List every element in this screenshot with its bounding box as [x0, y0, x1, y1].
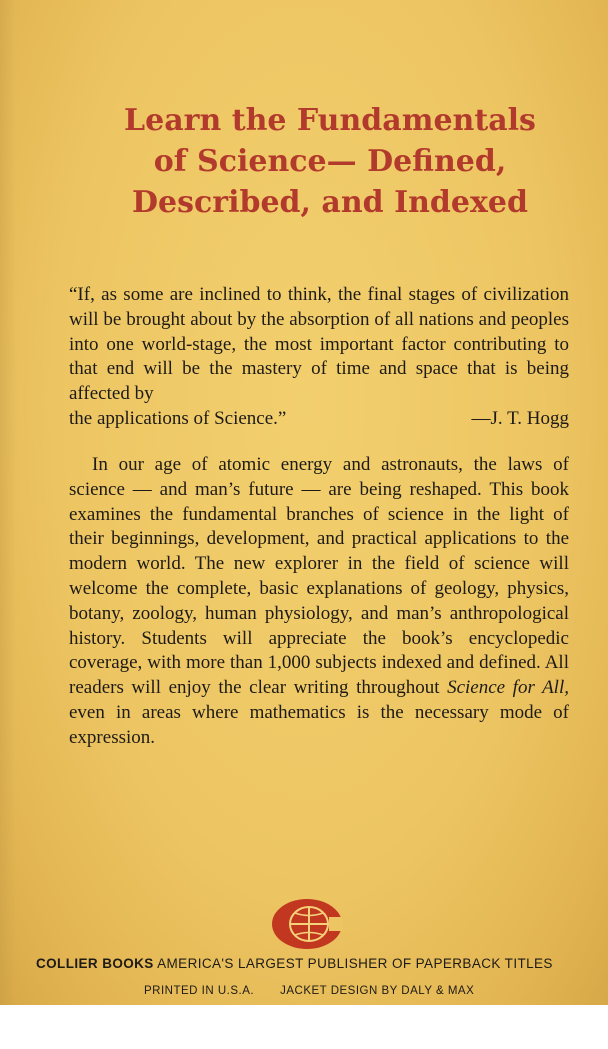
jacket-design-credit: JACKET DESIGN BY DALY & MAX	[280, 985, 475, 997]
quote-last-line	[69, 407, 569, 432]
publisher-name: COLLIER BOOKS	[36, 956, 154, 971]
description-paragraph	[69, 453, 569, 751]
quote-attribution: —J. T. Hogg	[471, 407, 569, 429]
publisher-line	[36, 956, 602, 971]
headline-line-2: of Science— Defined,	[153, 144, 507, 179]
description	[69, 453, 569, 751]
description-ending: even in areas where mathematics is the necessary mode of expression.	[69, 701, 569, 748]
printed-in: PRINTED IN U.S.A.	[144, 985, 255, 997]
description-text: In our age of atomic energy and astronauts, the laws of science — and man’s future — are being reshaped. This book examines the fundamental branches of science in the light of their beginnings, development, and practical applications to the modern world. The new explorer in the field of science will welcome the complete, basic explanations of geology, physics, botany, zoology, human physiology, and man’s anthropological history. Students will appreciate the book’s encyclopedic coverage, with more than 1,000 subjects indexed and defined. All readers will enjoy the clear writing throughout	[69, 454, 569, 699]
headline-line-3: Described, and Indexed	[132, 185, 528, 220]
collier-books-logo-icon	[271, 898, 343, 950]
quote-text: “If, as some are inclined to think, the final stages of civilization will be brought about by the absorption of all nations and peoples into one world-stage, the most important factor contributing to that end will be the mastery of time and space that is being affected by	[69, 284, 569, 405]
book-title: Science for All,	[447, 677, 569, 699]
epigraph-quote	[69, 283, 569, 432]
credits-line	[144, 985, 544, 997]
headline	[100, 100, 560, 223]
headline-line-1: Learn the Fundamentals	[124, 103, 536, 138]
quote-ending: the applications of Science.”	[69, 407, 287, 429]
publisher-tagline: AMERICA'S LARGEST PUBLISHER OF PAPERBACK TITLES	[157, 956, 553, 971]
